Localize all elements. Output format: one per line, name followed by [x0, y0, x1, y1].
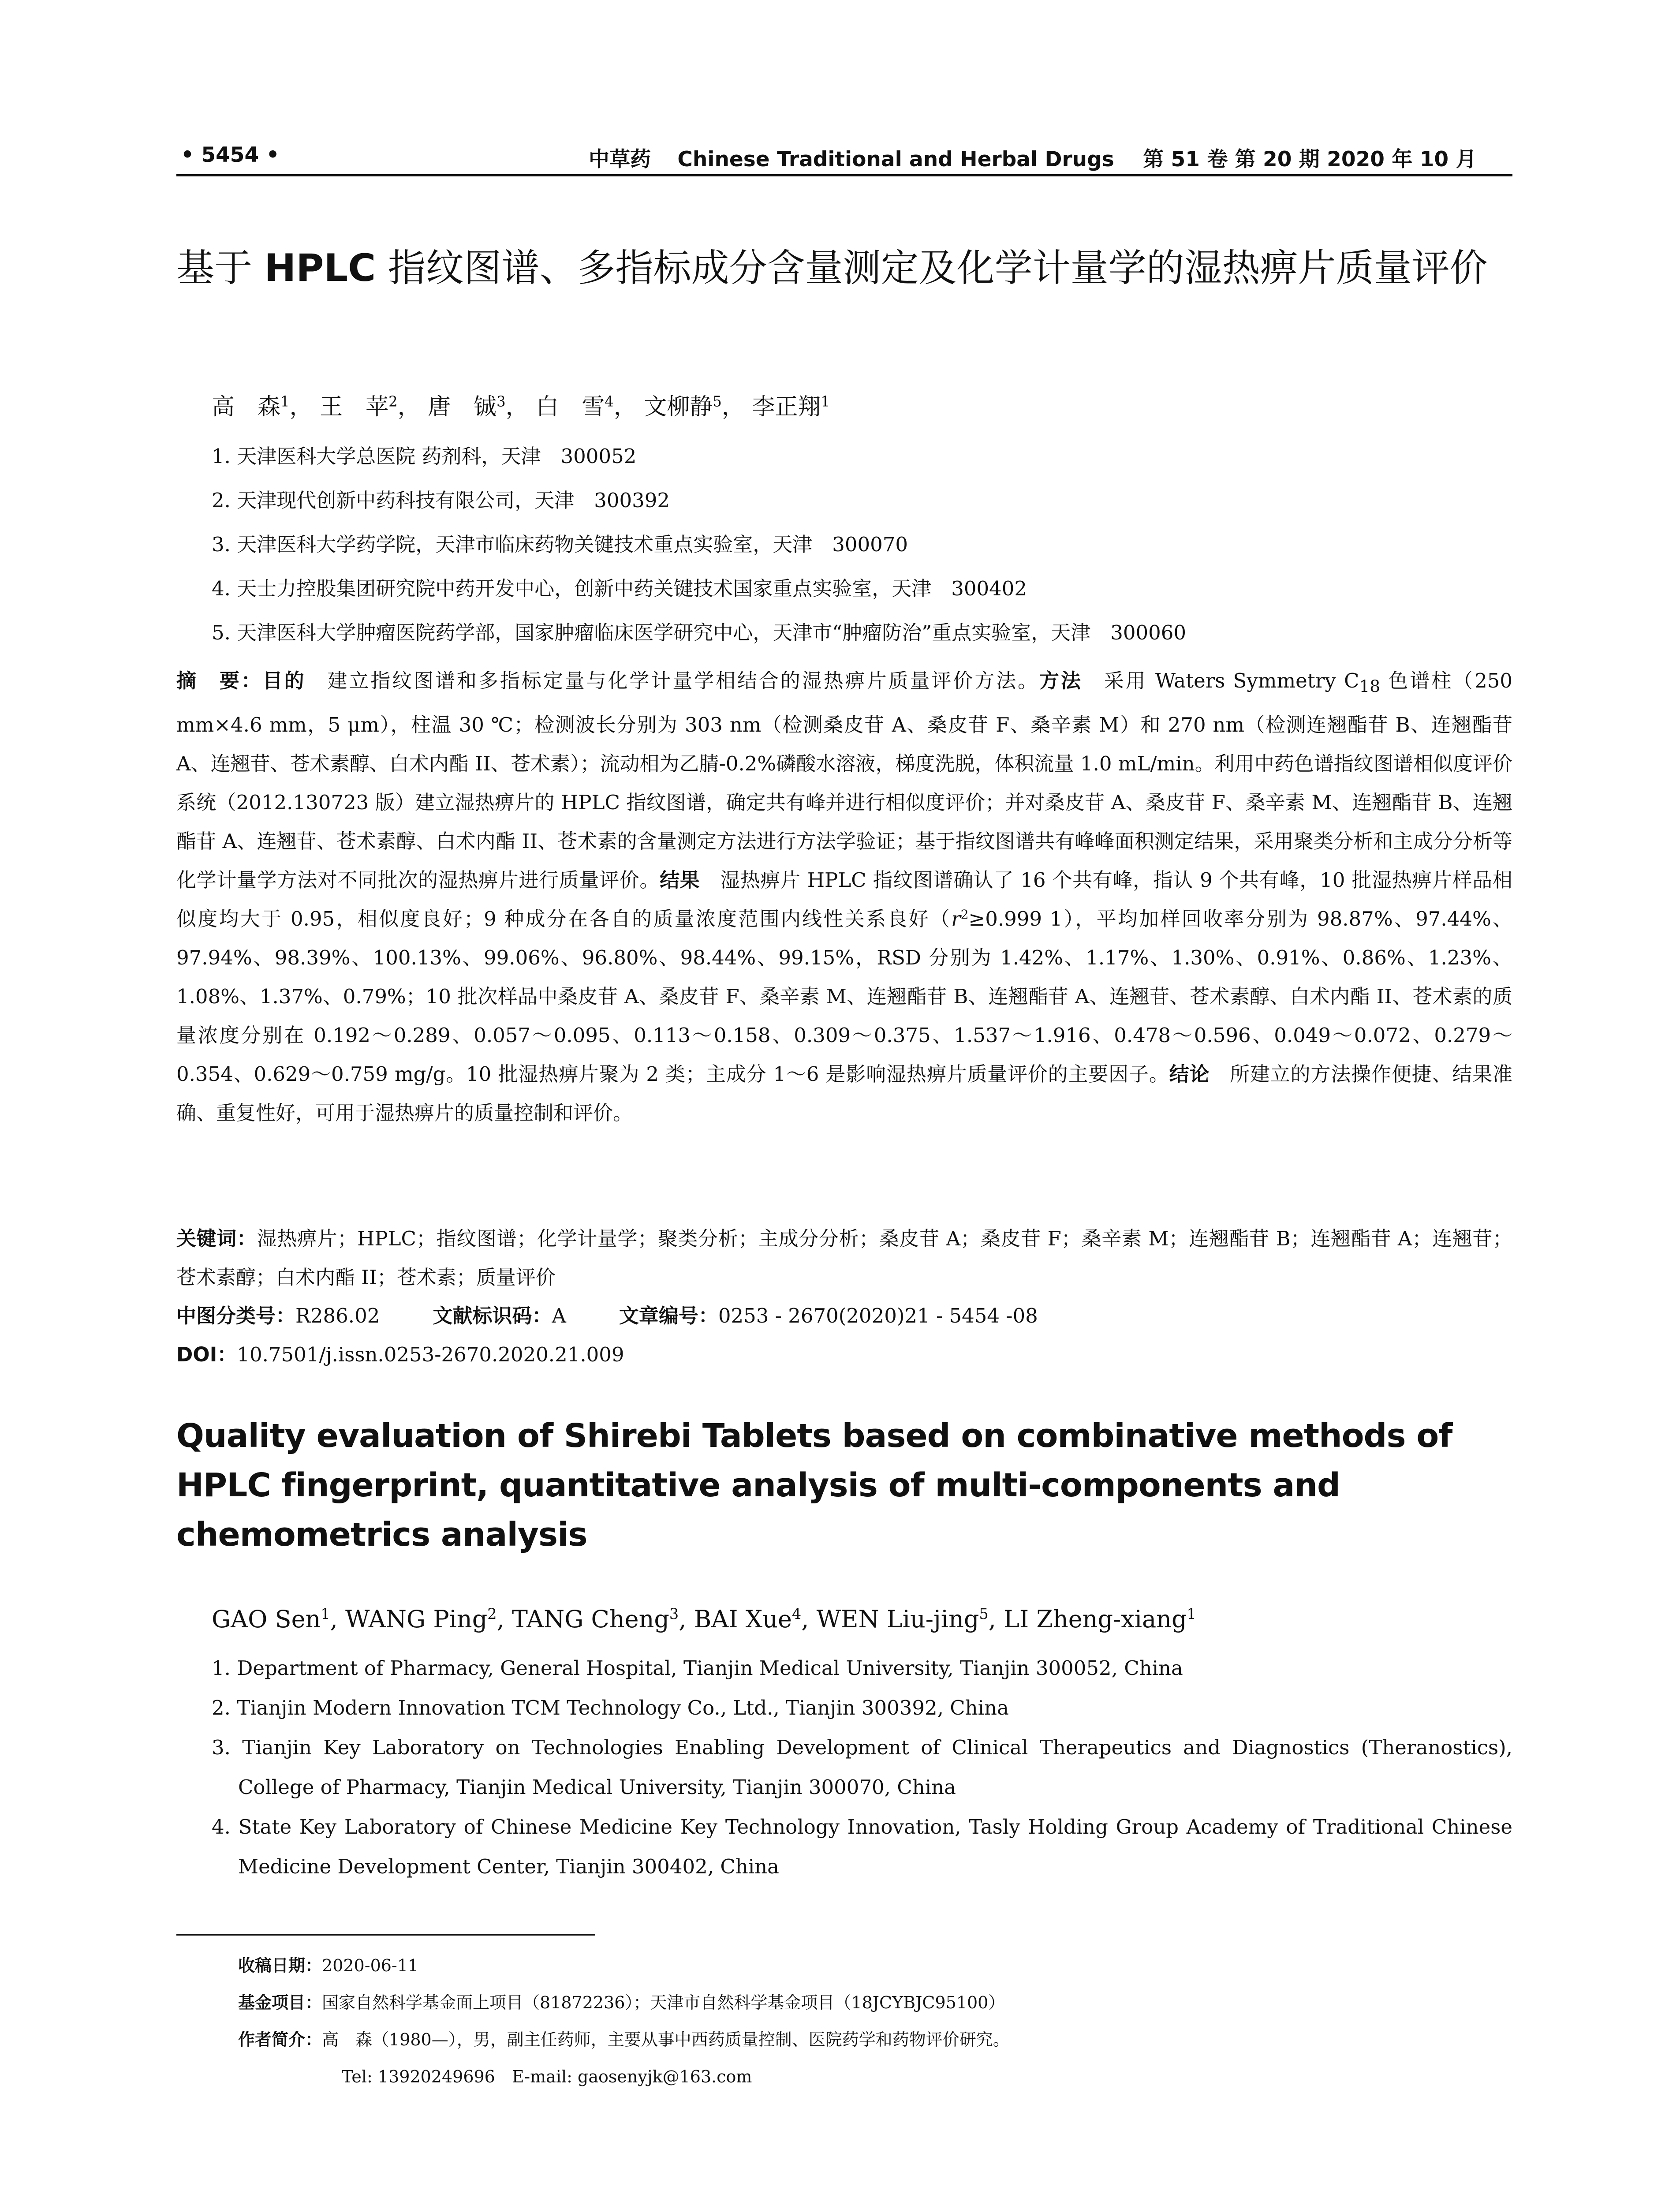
author-contact: Tel: 13920249696 E-mail: gaosenyjk@163.com — [342, 2067, 752, 2086]
author-en: BAI Xue$^4$ — [694, 1605, 802, 1633]
clc-label: 中图分类号： — [176, 1304, 296, 1327]
author-cn: 李正翔$^1$ — [752, 393, 830, 420]
author-en: LI Zheng-xiang$^1$ — [1004, 1605, 1196, 1633]
affiliation-cn: 3. 天津医科大学药学院，天津市临床药物关键技术重点实验室，天津 300070 — [212, 533, 908, 556]
author-en: WANG Ping$^2$ — [345, 1605, 497, 1633]
title-cn: 基于 HPLC 指纹图谱、多指标成分含量测定及化学计量学的湿热痹片质量评价 — [176, 246, 1488, 290]
author-cn: 唐 铖$^3$ — [428, 393, 506, 420]
doi-label: DOI： — [176, 1343, 237, 1366]
journal-name — [589, 143, 1476, 172]
author-en: GAO Sen$^1$ — [212, 1605, 330, 1633]
running-header — [176, 132, 1512, 176]
affiliation-cn: 4. 天士力控股集团研究院中药开发中心，创新中药关键技术国家重点实验室，天津 300402 — [212, 577, 1027, 600]
article-no-value: 0253 - 2670(2020)21 - 5454 -08 — [718, 1304, 1038, 1327]
authors-en: GAO Sen$^1$, WANG Ping$^2$, TANG Cheng$^3$, BAI Xue$^4$, WEN Liu-jing$^5$, LI Zheng-xiang$^1$ — [212, 1605, 1196, 1633]
affiliation-en: 1. Department of Pharmacy, General Hospital, Tianjin Medical University, Tianjin 300052, China — [212, 1656, 1183, 1680]
footnotes — [238, 1947, 1512, 2095]
doc-code-value: A — [552, 1304, 566, 1327]
classification — [176, 1297, 1512, 1335]
affiliations-cn — [212, 434, 1512, 655]
result-label: 结果 — [660, 868, 700, 892]
affiliations-en — [212, 1648, 1512, 1887]
affiliation-cn: 5. 天津医科大学肿瘤医院药学部，国家肿瘤临床医学研究中心，天津市“肿瘤防治”重点实验室，天津 300060 — [212, 621, 1187, 644]
affiliation-en: 2. Tianjin Modern Innovation TCM Technology Co., Ltd., Tianjin 300392, China — [212, 1696, 1009, 1719]
affiliation-cn: 1. 天津医科大学总医院 药剂科，天津 300052 — [212, 445, 637, 468]
keywords-text: 湿热痹片；HPLC；指纹图谱；化学计量学；聚类分析；主成分分析；桑皮苷 A；桑皮苷 F；桑辛素 M；连翘酯苷 B；连翘酯苷 A；连翘苷；苍术素醇；白术内酯 II；苍术素；质量评价 — [176, 1227, 1512, 1289]
affiliation-en: 3. Tianjin Key Laboratory on Technologies Enabling Development of Clinical Therapeutics and Diagnostics (Theranostics), College of Pharmacy, Tianjin Medical University, Tianjin 300070, China — [212, 1736, 1512, 1799]
footnote-divider — [176, 1934, 595, 1936]
keywords-label: 关键词： — [176, 1227, 257, 1250]
page-number: • 5454 • — [181, 143, 280, 167]
received-date: 收稿日期：2020-06-11 — [238, 1956, 419, 1975]
conclusion-label: 结论 — [1169, 1062, 1210, 1086]
affiliation-cn: 2. 天津现代创新中药科技有限公司，天津 300392 — [212, 489, 670, 512]
journal-name-en: Chinese Traditional and Herbal Drugs — [677, 147, 1114, 172]
clc-value: R286.02 — [295, 1304, 380, 1327]
author-bio: 作者简介：高 森（1980—），男，副主任药师，主要从事中西药质量控制、医院药学和药物评价研究。 — [238, 2030, 1010, 2049]
keywords — [176, 1219, 1512, 1297]
method-label: 方法 — [1039, 669, 1083, 692]
fund-info: 基金项目：国家自然科学基金面上项目（81872236）；天津市自然科学基金项目（18JCYBJC95100） — [238, 1993, 1005, 2012]
journal-name-cn: 中草药 — [589, 147, 651, 172]
author-cn: 王 苹$^2$ — [320, 393, 398, 420]
author-en: TANG Cheng$^3$ — [511, 1605, 679, 1633]
author-cn: 白 雪$^4$ — [536, 393, 614, 420]
author-en: WEN Liu-jing$^5$ — [816, 1605, 989, 1633]
objective-text: 建立指纹图谱和多指标定量与化学计量学相结合的湿热痹片质量评价方法。 — [306, 669, 1039, 692]
title-en: Quality evaluation of Shirebi Tablets based on combinative methods of HPLC fingerprint, quantitative analysis of multi-components and chemometrics analysis — [176, 1417, 1452, 1554]
affiliation-en: 4. State Key Laboratory of Chinese Medicine Key Technology Innovation, Tasly Holding Group Academy of Traditional Chinese Medicine Development Center, Tianjin 300402, China — [212, 1815, 1512, 1878]
doi-value[interactable]: 10.7501/j.issn.0253-2670.2020.21.009 — [237, 1343, 624, 1366]
authors-cn: 高 森$^1$， 王 苹$^2$， 唐 铖$^3$， 白 雪$^4$， 文柳静$^5$， 李正翔$^1$ — [212, 393, 830, 420]
author-cn: 文柳静$^5$ — [644, 393, 722, 420]
doi — [176, 1335, 1512, 1374]
conclusion-text: 所建立的方法操作便捷、结果准确、重复性好，可用于湿热痹片的质量控制和评价。 — [176, 1062, 1512, 1125]
author-cn: 高 森$^1$ — [212, 393, 290, 420]
abstract-cn: 摘 要：目的 建立指纹图谱和多指标定量与化学计量学相结合的湿热痹片质量评价方法。方法 采用 Waters Symmetry $C_{18}$ 色谱柱（250 mm×4.6 mm，5 μm），柱温 30 ℃；检测波长分别为 303 nm（检测桑皮苷 A、桑皮苷 F、桑辛素 M）和 270 nm（检测连翘酯苷 B、连翘酯苷 A、连翘苷、苍术素醇、白术内酯 II、苍术素）；流动相为乙腈-0.2%磷酸水溶液，梯度洗脱，体积流量 1.0 mL/min。利用中药色谱指纹图谱相似度评价系统（2012.130723 版）建立湿热痹片的 HPLC 指纹图谱，确定共有峰并进行相似度评价；并对桑皮苷 A、桑皮苷 F、桑辛素 M、连翘酯苷 B、连翘酯苷 A、连翘苷、苍术素醇、白术内酯 II、苍术素的含量测定方法进行方法学验证；基于指纹图谱共有峰峰面积测定结果，采用聚类分析和主成分分析等化学计量学方法对不同批次的湿热痹片进行质量评价。结果 湿热痹片 HPLC 指纹图谱确认了 16 个共有峰，指认 9 个共有峰，10 批湿热痹片样品相似度均大于 0.95，相似度良好；9 种成分在各自的质量浓度范围内线性关系良好（$r^2\ge 0.999$ 1），平均加样回收率分别为 98.87%、97.44%、97.94%、98.39%、100.13%、99.06%、96.80%、98.44%、99.15%，RSD 分别为 1.42%、1.17%、1.30%、0.91%、0.86%、1.23%、1.08%、1.37%、0.79%；10 批次样品中桑皮苷 A、桑皮苷 F、桑辛素 M、连翘酯苷 B、连翘酯苷 A、连翘苷、苍术素醇、白术内酯 II、苍术素的质量浓度分别在 0.192～0.289、0.057～0.095、0.113～0.158、0.309～0.375、1.537～1.916、0.478～0.596、0.049～0.072、0.279～0.354、0.629～0.759 mg/g。10 批湿热痹片聚为 2 类；主成分 1～6 是影响湿热痹片质量评价的主要因子。结论 所建立的方法操作便捷、结果准确、重复性好，可用于湿热痹片的质量控制和评价。 — [176, 669, 1512, 1125]
doc-code-label: 文献标识码： — [433, 1304, 552, 1327]
abstract-label: 摘 要： — [176, 669, 263, 692]
objective-label: 目的 — [262, 669, 306, 692]
journal-issue: 第 51 卷 第 20 期 2020 年 10 月 — [1143, 147, 1477, 172]
article-no-label: 文章编号： — [619, 1304, 718, 1327]
